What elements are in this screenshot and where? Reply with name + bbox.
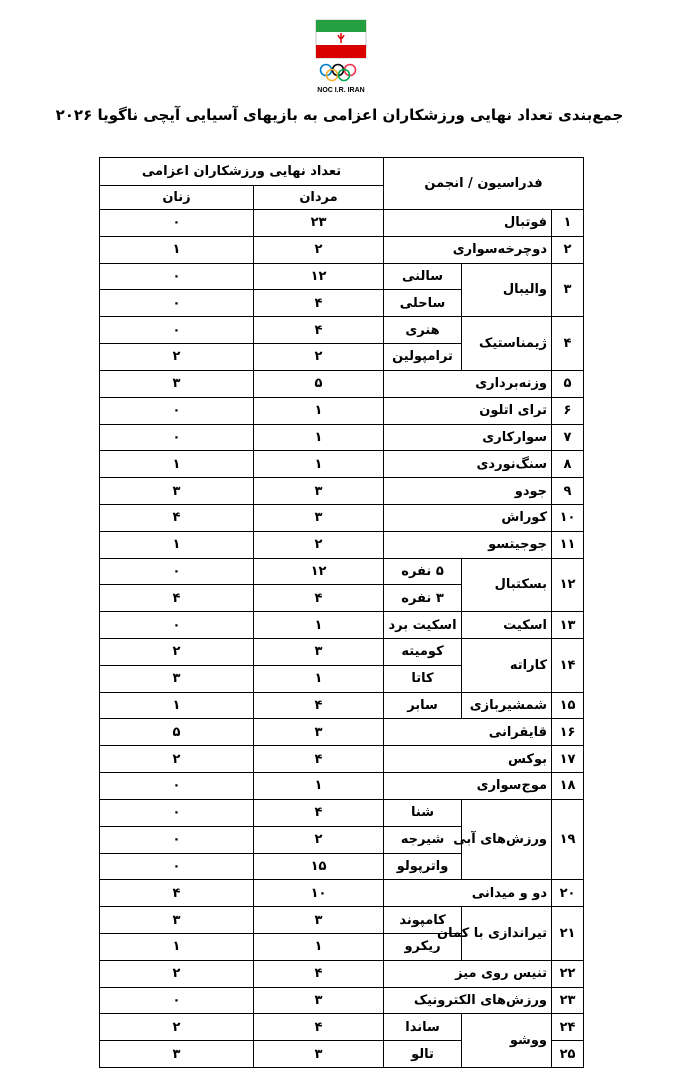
- row-index: ۵: [552, 370, 584, 397]
- men-count: ۲۳: [254, 210, 384, 237]
- discipline-name: ۳ نفره: [384, 585, 462, 612]
- men-count: ۲: [254, 531, 384, 558]
- table-row: [100, 236, 584, 263]
- discipline-name: واترپولو: [384, 853, 462, 880]
- discipline-name: هنری: [384, 317, 462, 344]
- women-count: ۱: [100, 236, 254, 263]
- table-row: [100, 263, 584, 290]
- table-row: [100, 612, 584, 639]
- federation-name: سنگ‌نوردی: [384, 451, 552, 478]
- federation-name: جودو: [384, 478, 552, 505]
- men-count: ۳: [254, 478, 384, 505]
- table-row: [100, 1014, 584, 1041]
- row-index: ۳: [552, 263, 584, 317]
- women-count: ۲: [100, 1014, 254, 1041]
- men-count: ۱: [254, 773, 384, 800]
- table-row: [100, 639, 584, 666]
- federation-name: تیراندازی با کمان: [462, 907, 552, 961]
- federation-name: جوجیتسو: [384, 531, 552, 558]
- header-athletes-count: تعداد نهایی ورزشکاران اعزامی: [100, 158, 384, 186]
- men-count: ۴: [254, 290, 384, 317]
- flag-green-stripe: [316, 20, 366, 32]
- federation-name: وزنه‌برداری: [384, 370, 552, 397]
- women-count: ۰: [100, 290, 254, 317]
- federation-name: تنیس روی میز: [384, 960, 552, 987]
- table-row: [100, 773, 584, 800]
- discipline-name: اسکیت برد: [384, 612, 462, 639]
- row-index: ۴: [552, 317, 584, 371]
- row-index: ۲: [552, 236, 584, 263]
- federation-name: اسکیت: [462, 612, 552, 639]
- row-index: ۱۸: [552, 773, 584, 800]
- men-count: ۲: [254, 344, 384, 371]
- header-women: زنان: [100, 186, 254, 210]
- federation-name: شمشیربازی: [462, 692, 552, 719]
- men-count: ۱: [254, 665, 384, 692]
- women-count: ۳: [100, 1041, 254, 1068]
- row-index: ۸: [552, 451, 584, 478]
- discipline-name: ترامپولین: [384, 344, 462, 371]
- row-index: ۷: [552, 424, 584, 451]
- table-row: [100, 317, 584, 344]
- women-count: ۰: [100, 210, 254, 237]
- row-index: ۶: [552, 397, 584, 424]
- row-index: ۲۱: [552, 907, 584, 961]
- header-federation: فدراسیون / انجمن: [384, 158, 584, 210]
- federation-name: والیبال: [462, 263, 552, 317]
- table-row: [100, 987, 584, 1014]
- men-count: ۱۲: [254, 263, 384, 290]
- row-index: ۲۵: [552, 1041, 584, 1068]
- federation-name: موج‌سواری: [384, 773, 552, 800]
- discipline-name: شنا: [384, 799, 462, 826]
- men-count: ۴: [254, 799, 384, 826]
- women-count: ۴: [100, 880, 254, 907]
- table-row: [100, 451, 584, 478]
- men-count: ۳: [254, 639, 384, 666]
- men-count: ۱۵: [254, 853, 384, 880]
- women-count: ۰: [100, 612, 254, 639]
- women-count: ۰: [100, 773, 254, 800]
- table-row: [100, 210, 584, 237]
- women-count: ۴: [100, 585, 254, 612]
- table-row: [100, 478, 584, 505]
- row-index: ۱: [552, 210, 584, 237]
- discipline-name: کامپوند: [384, 907, 462, 934]
- table-body: [100, 210, 584, 1068]
- row-index: ۲۳: [552, 987, 584, 1014]
- men-count: ۵: [254, 370, 384, 397]
- federation-name: ورزش‌های الکترونیک: [384, 987, 552, 1014]
- table-row: [100, 397, 584, 424]
- men-count: ۲: [254, 236, 384, 263]
- row-index: ۱۲: [552, 558, 584, 612]
- women-count: ۰: [100, 317, 254, 344]
- women-count: ۰: [100, 799, 254, 826]
- women-count: ۱: [100, 692, 254, 719]
- table-row: [100, 907, 584, 934]
- discipline-name: کاتا: [384, 665, 462, 692]
- women-count: ۵: [100, 719, 254, 746]
- women-count: ۳: [100, 370, 254, 397]
- table-row: [100, 424, 584, 451]
- women-count: ۰: [100, 397, 254, 424]
- women-count: ۰: [100, 424, 254, 451]
- federation-name: کوراش: [384, 504, 552, 531]
- row-index: ۱۰: [552, 504, 584, 531]
- women-count: ۰: [100, 263, 254, 290]
- row-index: ۱۳: [552, 612, 584, 639]
- women-count: ۱: [100, 451, 254, 478]
- header-men: مردان: [254, 186, 384, 210]
- table-row: [100, 504, 584, 531]
- discipline-name: سابر: [384, 692, 462, 719]
- women-count: ۰: [100, 558, 254, 585]
- women-count: ۲: [100, 344, 254, 371]
- row-index: ۱۱: [552, 531, 584, 558]
- women-count: ۰: [100, 987, 254, 1014]
- table-row: [100, 880, 584, 907]
- table-row: [100, 960, 584, 987]
- women-count: ۱: [100, 933, 254, 960]
- men-count: ۱: [254, 933, 384, 960]
- men-count: ۴: [254, 585, 384, 612]
- men-count: ۴: [254, 746, 384, 773]
- discipline-name: شیرجه: [384, 826, 462, 853]
- discipline-name: تالو: [384, 1041, 462, 1068]
- men-count: ۳: [254, 1041, 384, 1068]
- row-index: ۱۴: [552, 639, 584, 693]
- row-index: ۲۴: [552, 1014, 584, 1041]
- women-count: ۴: [100, 504, 254, 531]
- women-count: ۳: [100, 478, 254, 505]
- olympic-rings-icon: [321, 65, 356, 81]
- women-count: ۳: [100, 907, 254, 934]
- flag-red-stripe: [316, 45, 366, 58]
- row-index: ۱۶: [552, 719, 584, 746]
- table-row: [100, 719, 584, 746]
- men-count: ۴: [254, 317, 384, 344]
- women-count: ۰: [100, 853, 254, 880]
- discipline-name: ریکرو: [384, 933, 462, 960]
- federation-name: فوتبال: [384, 210, 552, 237]
- discipline-name: ۵ نفره: [384, 558, 462, 585]
- federation-name: ورزش‌های آبی: [462, 799, 552, 879]
- discipline-name: ساحلی: [384, 290, 462, 317]
- women-count: ۲: [100, 639, 254, 666]
- athletes-table: [99, 157, 583, 1068]
- federation-name: ترای اتلون: [384, 397, 552, 424]
- men-count: ۳: [254, 719, 384, 746]
- women-count: ۲: [100, 746, 254, 773]
- men-count: ۴: [254, 960, 384, 987]
- men-count: ۴: [254, 1014, 384, 1041]
- women-count: ۲: [100, 960, 254, 987]
- women-count: ۱: [100, 531, 254, 558]
- men-count: ۱: [254, 451, 384, 478]
- federation-name: دوچرخه‌سواری: [384, 236, 552, 263]
- discipline-name: سالنی: [384, 263, 462, 290]
- noc-iran-logo: [311, 16, 371, 94]
- federation-name: بسکتبال: [462, 558, 552, 612]
- federation-name: قایقرانی: [384, 719, 552, 746]
- men-count: ۴: [254, 692, 384, 719]
- row-index: ۲۰: [552, 880, 584, 907]
- table-row: [100, 692, 584, 719]
- men-count: ۱۰: [254, 880, 384, 907]
- row-index: ۱۹: [552, 799, 584, 879]
- men-count: ۱: [254, 397, 384, 424]
- federation-name: بوکس: [384, 746, 552, 773]
- table-row: [100, 370, 584, 397]
- men-count: ۳: [254, 504, 384, 531]
- federation-name: ژیمناستیک: [462, 317, 552, 371]
- federation-name: ووشو: [462, 1014, 552, 1068]
- discipline-name: کومیته: [384, 639, 462, 666]
- table-row: [100, 558, 584, 585]
- row-index: ۱۷: [552, 746, 584, 773]
- men-count: ۳: [254, 907, 384, 934]
- federation-name: کاراته: [462, 639, 552, 693]
- women-count: ۳: [100, 665, 254, 692]
- men-count: ۱: [254, 424, 384, 451]
- noc-label: NOC I.R. IRAN: [317, 87, 365, 94]
- men-count: ۱۲: [254, 558, 384, 585]
- row-index: ۹: [552, 478, 584, 505]
- federation-name: سوارکاری: [384, 424, 552, 451]
- table-row: [100, 746, 584, 773]
- page-title: جمع‌بندی تعداد نهایی ورزشکاران اعزامی به بازیهای آسیایی آیچی ناگویا ۲۰۲۶: [55, 106, 624, 124]
- men-count: ۳: [254, 987, 384, 1014]
- table-row: [100, 799, 584, 826]
- men-count: ۱: [254, 612, 384, 639]
- women-count: ۰: [100, 826, 254, 853]
- row-index: ۱۵: [552, 692, 584, 719]
- men-count: ۲: [254, 826, 384, 853]
- table-row: [100, 531, 584, 558]
- row-index: ۲۲: [552, 960, 584, 987]
- discipline-name: ساندا: [384, 1014, 462, 1041]
- federation-name: دو و میدانی: [384, 880, 552, 907]
